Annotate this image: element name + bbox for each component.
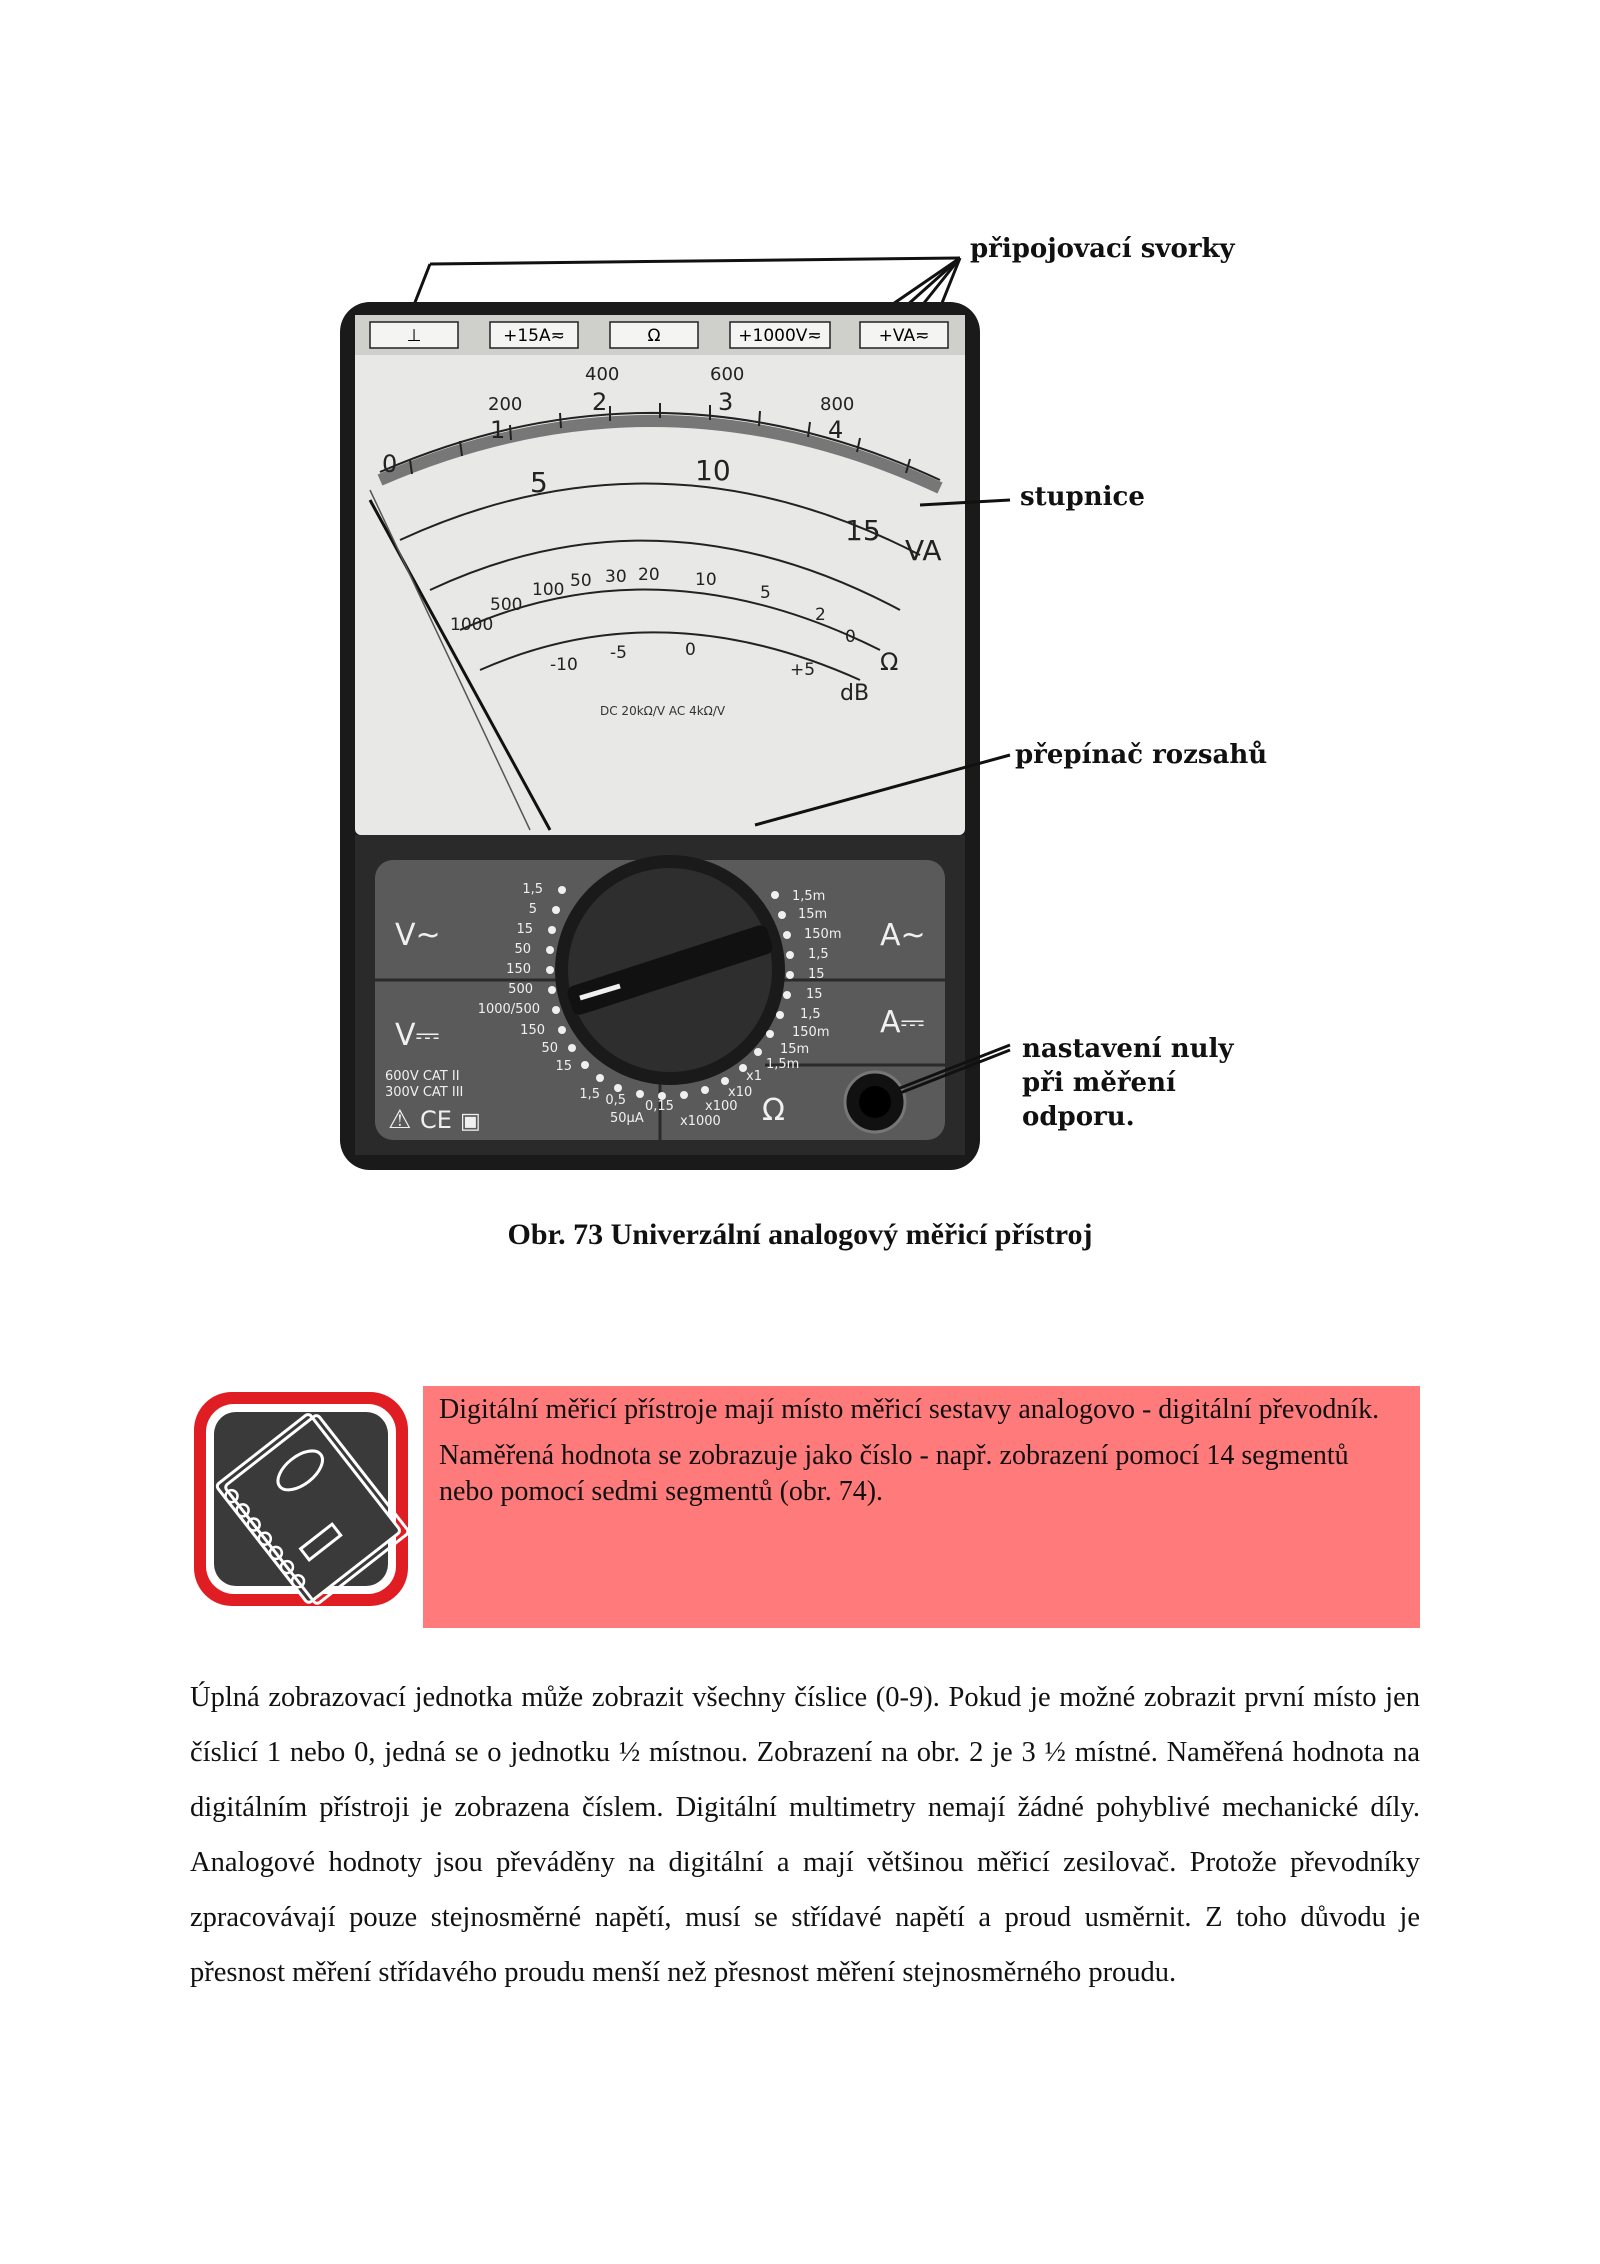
range-label: x100 <box>705 1099 738 1114</box>
note-paragraph-2: Naměřená hodnota se zobrazuje jako číslo - např. zobrazení pomocí 14 segmentů nebo pomocí sedmi segmentů (obr. 74). <box>439 1440 1349 1507</box>
cat-rating: 600V CAT II <box>385 1069 460 1084</box>
function-a-ac: A~ <box>880 918 926 953</box>
terminal-va: +VA≂ <box>878 326 930 346</box>
db-label: 0 <box>685 640 696 660</box>
function-v-dc: V⎓ <box>395 1018 440 1053</box>
range-label: x1000 <box>680 1114 721 1129</box>
callout-scale: stupnice <box>1020 482 1145 512</box>
terminal-ground: ⊥ <box>406 326 422 346</box>
range-label: 50 <box>514 942 531 957</box>
scale-digit: 4 <box>828 416 844 444</box>
db-unit: dB <box>840 681 870 706</box>
ohm-label: 1000 <box>450 615 494 635</box>
callout-zero-adjust-2: při měření <box>1022 1068 1176 1098</box>
scale-main-number: 15 <box>845 514 881 547</box>
range-label: 15m <box>798 907 828 922</box>
terminal-1000v: +1000V≂ <box>738 326 822 346</box>
info-note-box <box>423 1386 1420 1628</box>
terminal-15a: +15A≂ <box>503 326 565 346</box>
range-label: 15 <box>516 922 533 937</box>
ohm-label: 2 <box>815 605 826 625</box>
range-label: 500 <box>508 982 533 997</box>
notebook-icon <box>190 1388 412 1610</box>
scale-zero: 0 <box>382 450 398 478</box>
terminal-ohm: Ω <box>647 326 661 346</box>
range-label: 1,5m <box>766 1057 800 1072</box>
range-label: x10 <box>728 1085 753 1100</box>
scale-unit-va: VA <box>905 534 942 567</box>
range-label: 1,5m <box>792 889 826 904</box>
note-paragraph-1: Digitální měřicí přístroje mají místo měřicí sestavy analogovo - digitální převodník. <box>439 1394 1380 1425</box>
range-label: 5 <box>528 902 537 917</box>
range-label: 1,5 <box>579 1087 600 1102</box>
range-label: 15 <box>806 987 823 1002</box>
range-label: 15 <box>808 967 825 982</box>
callout-zero-adjust-3: odporu. <box>1022 1102 1135 1132</box>
range-label: 50μA <box>610 1111 644 1126</box>
ohm-label: 5 <box>760 583 771 603</box>
db-label: -10 <box>550 655 578 675</box>
cat-rating: 300V CAT III <box>385 1085 464 1100</box>
warning-icon: ⚠ <box>388 1105 412 1135</box>
range-label: 15 <box>555 1059 572 1074</box>
scale-number: 600 <box>710 364 745 385</box>
terminal-row <box>370 322 948 348</box>
scale-number: 800 <box>820 394 855 415</box>
callout-range-switch: přepínač rozsahů <box>1015 740 1268 770</box>
range-label: 1,5 <box>808 947 829 962</box>
callout-zero-adjust-1: nastavení nuly <box>1022 1034 1234 1064</box>
range-label: 15m <box>780 1042 810 1057</box>
range-label: 150 <box>506 962 531 977</box>
db-label: -5 <box>610 643 627 663</box>
scale-main-number: 10 <box>695 454 731 487</box>
ohm-label: 20 <box>638 565 660 585</box>
function-v-ac: V~ <box>395 918 441 953</box>
range-label: 150 <box>520 1023 545 1038</box>
function-ohm: Ω <box>762 1093 785 1128</box>
ohm-label: 500 <box>490 595 523 615</box>
scale-window <box>355 315 965 835</box>
range-label: 150m <box>792 1025 830 1040</box>
ohm-unit: Ω <box>880 648 899 676</box>
range-label: 50 <box>541 1041 558 1056</box>
range-label: 1,5 <box>800 1007 821 1022</box>
scale-number: 200 <box>488 394 523 415</box>
figure-caption: Obr. 73 Univerzální analogový měřicí přístroj <box>507 1218 1093 1251</box>
scale-number: 400 <box>585 364 620 385</box>
body-paragraph: Úplná zobrazovací jednotka může zobrazit všechny číslice (0-9). Pokud je možné zobrazit první místo jen číslicí 1 nebo 0, jedná se o jednotku ½ místnou. Zobrazení na obr. 2 je 3 ½ místné. Naměřená hodnota na digitálním přístroji je zobrazena číslem. Digitální multimetry nemají žádné pohyblivé mechanické díly. Analogové hodnoty jsou převáděny na digitální a mají většinou měřicí zesilovač. Protože převodníky zpracovávají pouze stejnosměrné napětí, musí se střídavé napětí a proud usměrnit. Z toho důvodu je přesnost měření střídavého proudu menší než přesnost měření stejnosměrného proudu. <box>190 1682 1420 1988</box>
range-label: x1 <box>746 1069 762 1084</box>
ohm-label: 30 <box>605 567 627 587</box>
ce-mark: CE <box>420 1106 452 1134</box>
scale-footer: DC 20kΩ/V AC 4kΩ/V <box>600 704 726 718</box>
ohm-label: 10 <box>695 570 717 590</box>
range-label: 0,15 <box>645 1099 674 1114</box>
db-label: +5 <box>790 660 816 680</box>
multimeter-figure <box>300 210 1300 1180</box>
range-label: 1000/500 <box>477 1002 540 1017</box>
scale-digit: 3 <box>718 388 734 416</box>
ohm-label: 50 <box>570 571 592 591</box>
callout-terminals: připojovací svorky <box>970 234 1235 264</box>
range-label: 0,5 <box>605 1093 626 1108</box>
ohm-label: 0 <box>845 627 856 647</box>
double-insulation-icon: ▣ <box>460 1109 481 1134</box>
scale-main-number: 5 <box>530 466 548 499</box>
ohm-label: 100 <box>532 580 565 600</box>
scale-digit: 1 <box>490 416 506 444</box>
range-label: 1,5 <box>522 882 543 897</box>
scale-digit: 2 <box>592 388 608 416</box>
range-label: 150m <box>804 927 842 942</box>
function-a-dc: A⎓ <box>880 1005 925 1040</box>
